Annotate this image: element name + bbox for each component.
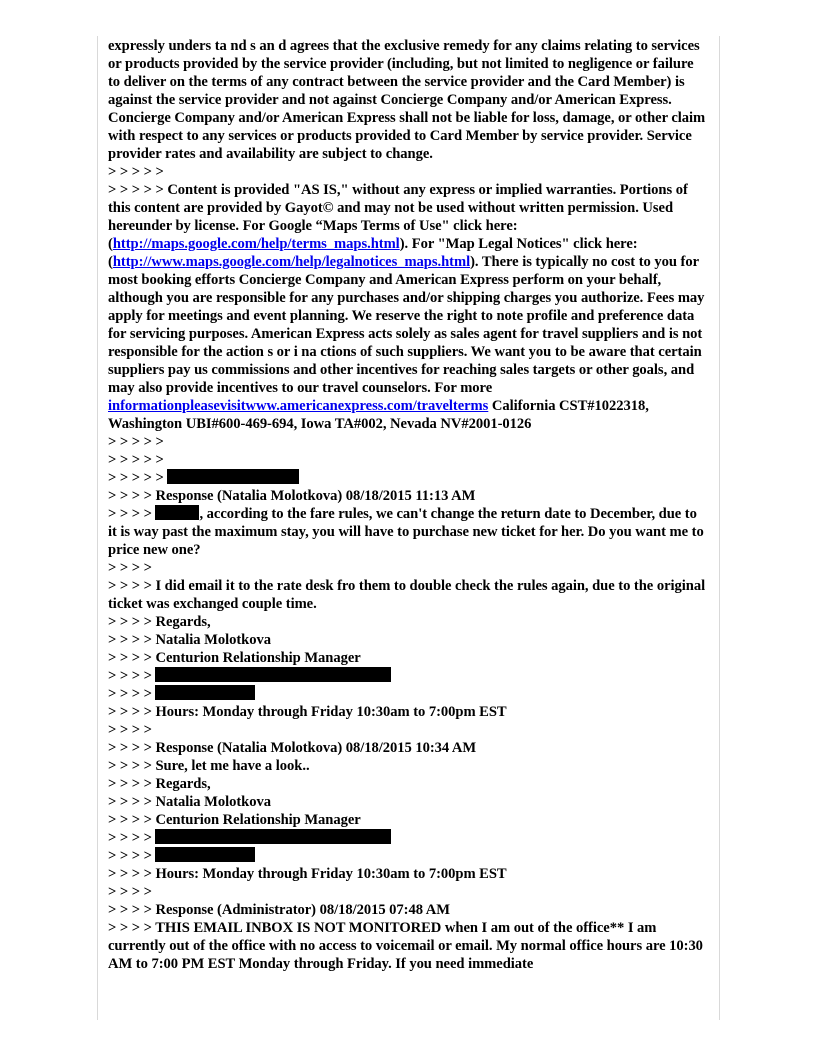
legal-text-c: ). There is typically no cost to you for most booking efforts Concierge Company and American Express perform on your behalf, although you are responsible for any purchases and/or shipping charges you authorize. Fees may apply for meetings and event planning. We reserve the right to note profile and preference data for servicing purposes. American Express acts solely as sales agent for travel suppliers and is not responsible for the action s or i na ctions of such suppliers. We want you to be aware that certain suppliers pay us commissions and other incentives for reaching sales targets or other goals, and may also provide incentives to our travel counselors. For more [108, 254, 705, 396]
response-1-header: > > > > Response (Natalia Molotkova) 08/18/2015 11:13 AM [108, 488, 476, 504]
response-2-body: > > > > Sure, let me have a look.. [108, 758, 310, 774]
quote-line: > > > > [108, 560, 152, 576]
signature-hours: > > > > Hours: Monday through Friday 10:30am to 7:00pm EST [108, 704, 507, 720]
redaction-block [155, 667, 391, 682]
response-3-body: > > > > THIS EMAIL INBOX IS NOT MONITORED when I am out of the office** I am currently out of the office with no access to voicemail or email. My normal office hours are 10:30 AM to 7:00 PM EST Monday through Friday. If you need immediate [108, 920, 703, 972]
response-2-header: > > > > Response (Natalia Molotkova) 08/18/2015 10:34 AM [108, 740, 477, 756]
page-margin-rule-left [97, 36, 98, 1020]
signature-regards: > > > > Regards, [108, 614, 211, 630]
response-1-body: > > > > , according to the fare rules, we can't change the return date to December, due to it is way past the maximum stay, you will have to purchase new ticket for her. Do you want me to price new one? [108, 506, 704, 558]
signature-name: > > > > Natalia Molotkova [108, 794, 271, 810]
response-3-header: > > > > Response (Administrator) 08/18/2015 07:48 AM [108, 902, 450, 918]
quote-line: > > > > [108, 722, 152, 738]
legal-text-a: > > > > > Content is provided "AS IS," without any express or implied warranties. Portions of this content are provided by Gayot© and may not be used without written permission. Used hereunder by license. For Google “Maps Terms of Use" click here: ( [108, 182, 688, 252]
maps-terms-link[interactable]: http://maps.google.com/help/terms_maps.html [112, 236, 400, 252]
signature-redacted-line: > > > > [108, 685, 708, 703]
redaction-block [155, 505, 199, 520]
quote-line-blank: > > > > > [108, 164, 164, 180]
email-thread-document [108, 37, 708, 973]
signature-name: > > > > Natalia Molotkova [108, 632, 271, 648]
redaction-block [155, 829, 391, 844]
signature-redacted-line: > > > > [108, 829, 708, 847]
signature-redacted-line: > > > > [108, 667, 708, 685]
quote-line-redacted: > > > > > [108, 469, 708, 487]
travel-terms-link[interactable]: informationpleasevisitwww.americanexpress.com/travelterms [108, 398, 489, 414]
quote-line: > > > > > [108, 452, 164, 468]
quote-line: > > > > > [108, 434, 164, 450]
response-1-body-2: > > > > I did email it to the rate desk fro them to double check the rules again, due to the original ticket was exchanged couple time. [108, 578, 706, 612]
signature-title: > > > > Centurion Relationship Manager [108, 650, 361, 666]
legal-paragraph-1: expressly unders ta nd s an d agrees that the exclusive remedy for any claims relating to services or products provided by the service provider (including, but not limited to negligence or failure to deliver on the terms of any contract between the service provider and the Card Member) is against the service provider and not against Concierge Company and/or American Express. Concierge Company and/or American Express shall not be liable for loss, damage, or other claim with respect to any services or products provided to Card Member by service provider. Service provider rates and availability are subject to change. [108, 38, 706, 162]
redaction-block [155, 847, 255, 862]
redaction-block [155, 685, 255, 700]
redaction-block [167, 469, 299, 484]
signature-hours: > > > > Hours: Monday through Friday 10:30am to 7:00pm EST [108, 866, 507, 882]
legal-text-d: California CST#1022318, Washington UBI#600-469-694, Iowa TA#002, Nevada NV#2001-0126 [108, 398, 649, 432]
signature-redacted-line: > > > > [108, 847, 708, 865]
signature-regards: > > > > Regards, [108, 776, 211, 792]
legal-notices-link[interactable]: http://www.maps.google.com/help/legalnotices_maps.html [112, 254, 471, 270]
quote-line: > > > > [108, 884, 152, 900]
signature-title: > > > > Centurion Relationship Manager [108, 812, 361, 828]
legal-text-b: ). For "Map Legal Notices" click here: ( [108, 236, 638, 270]
page-margin-rule-right [719, 36, 720, 1020]
legal-paragraph-2 [108, 181, 708, 433]
